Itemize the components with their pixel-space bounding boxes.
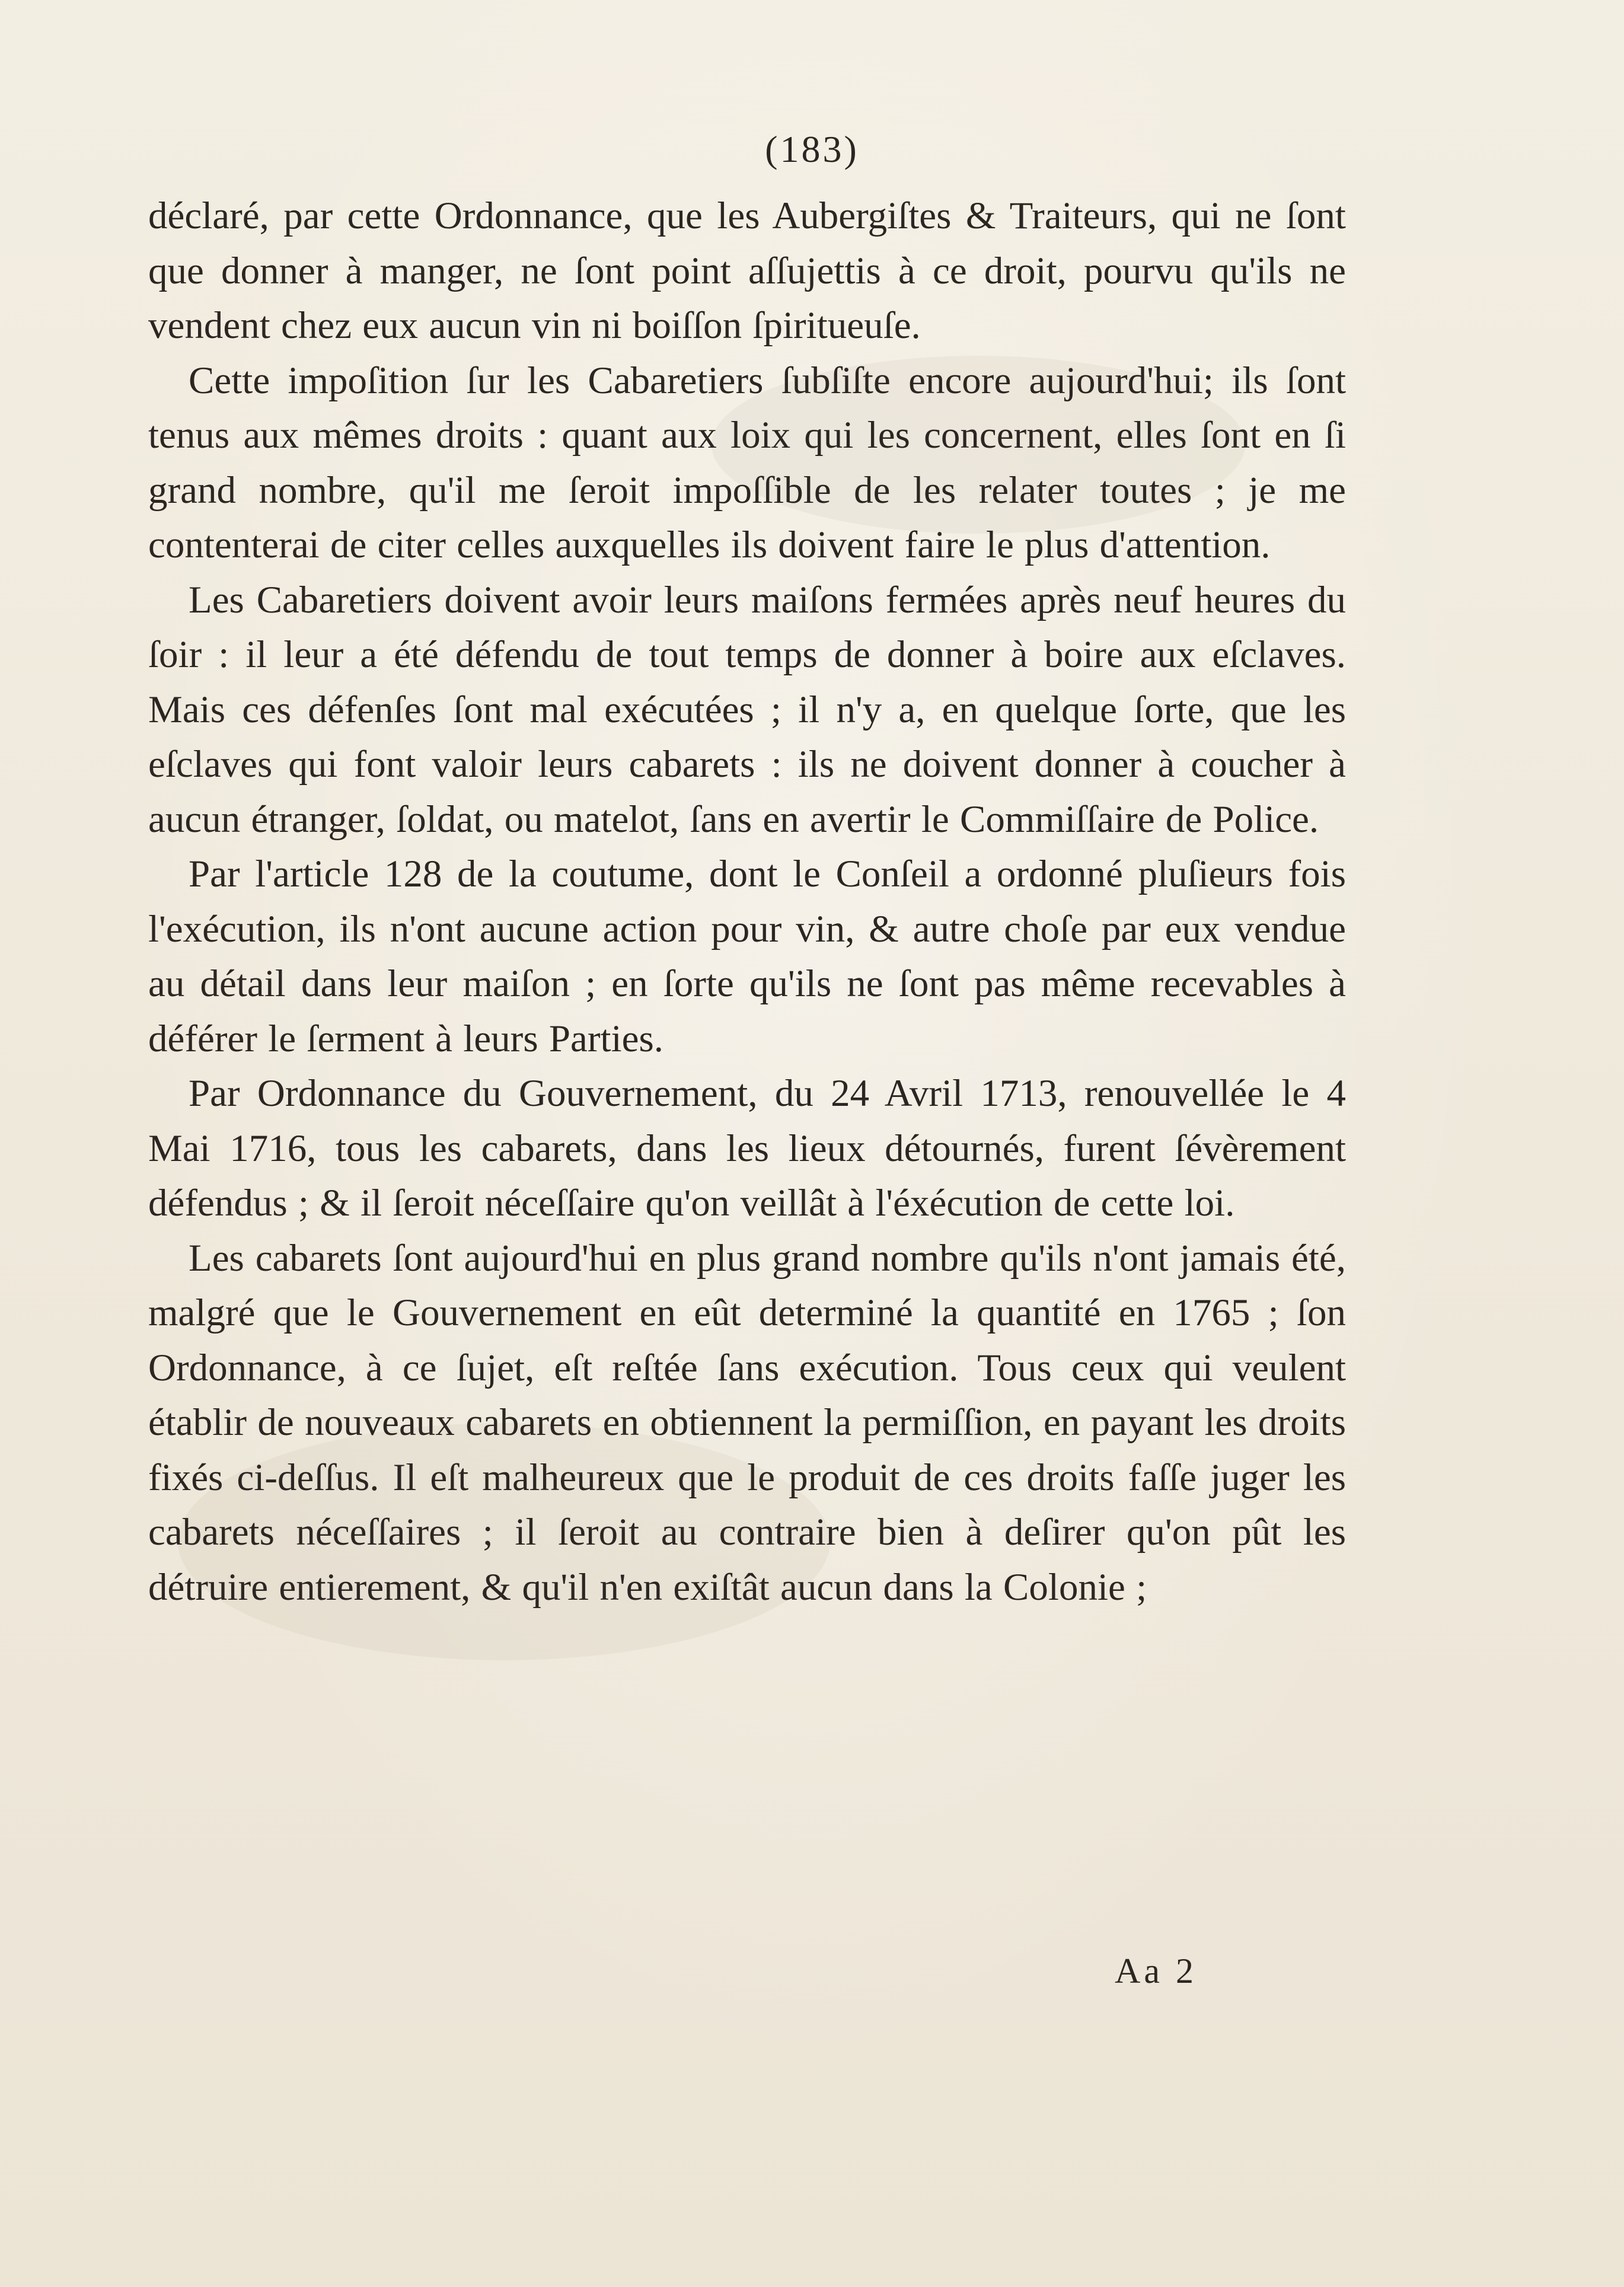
paragraph: déclaré, par cette Ordonnance, que les Aubergiſtes & Traiteurs, qui ne ſont que donner à manger, ne ſont point aſſujettis à ce droit, pourvu qu'ils ne vendent chez eux aucun vin ni boiſſon ſpiritueuſe. [148,194,1346,347]
body-text [148,189,1346,1615]
paragraph: Par Ordonnance du Gouvernement, du 24 Avril 1713, renouvellée le 4 Mai 1716, tous les cabarets, dans les lieux détournés, furent ſévèrement défendus ; & il ſeroit néceſſaire qu'on veillât à l'éxécution de cette loi. [148,1072,1346,1224]
signature-mark: Aa 2 [1115,1951,1197,1991]
paragraph: Les cabarets ſont aujourd'hui en plus grand nombre qu'ils n'ont jamais été, malgré que le Gouvernement en eût determiné la quantité en 1765 ; ſon Ordonnance, à ce ſujet, eſt reſtée ſans exécution. Tous ceux qui veulent établir de nouveaux cabarets en obtiennent la permiſſion, en payant les droits fixés ci-deſſus. Il eſt malheureux que le produit de ces droits faſſe juger les cabarets néceſſaires ; il ſeroit au contraire bien à deſirer qu'on pût les détruire entierement, & qu'il n'en exiſtât aucun dans la Colonie ; [148,1236,1346,1609]
paragraph: Par l'article 128 de la coutume, dont le Conſeil a ordonné pluſieurs fois l'exécution, ils n'ont aucune action pour vin, & autre choſe par eux vendue au détail dans leur maiſon ; en ſorte qu'ils ne ſont pas même recevables à déférer le ſerment à leurs Parties. [148,853,1346,1060]
paragraph: Les Cabaretiers doivent avoir leurs maiſons fermées après neuf heures du ſoir : il leur a été défendu de tout temps de donner à boire aux eſclaves. Mais ces défenſes ſont mal exécutées ; il n'y a, en quelque ſorte, que les eſclaves qui font valoir leurs cabarets : ils ne doivent donner à coucher à aucun étranger, ſoldat, ou matelot, ſans en avertir le Commiſſaire de Police. [148,578,1346,841]
page-number: (183) [765,128,859,170]
paragraph: Cette impoſition ſur les Cabaretiers ſubſiſte encore aujourd'hui; ils ſont tenus aux mêmes droits : quant aux loix qui les concernent, elles ſont en ſi grand nombre, qu'il me ſeroit impoſſible de les relater toutes ; je me contenterai de citer celles auxquelles ils doivent faire le plus d'attention. [148,359,1346,566]
